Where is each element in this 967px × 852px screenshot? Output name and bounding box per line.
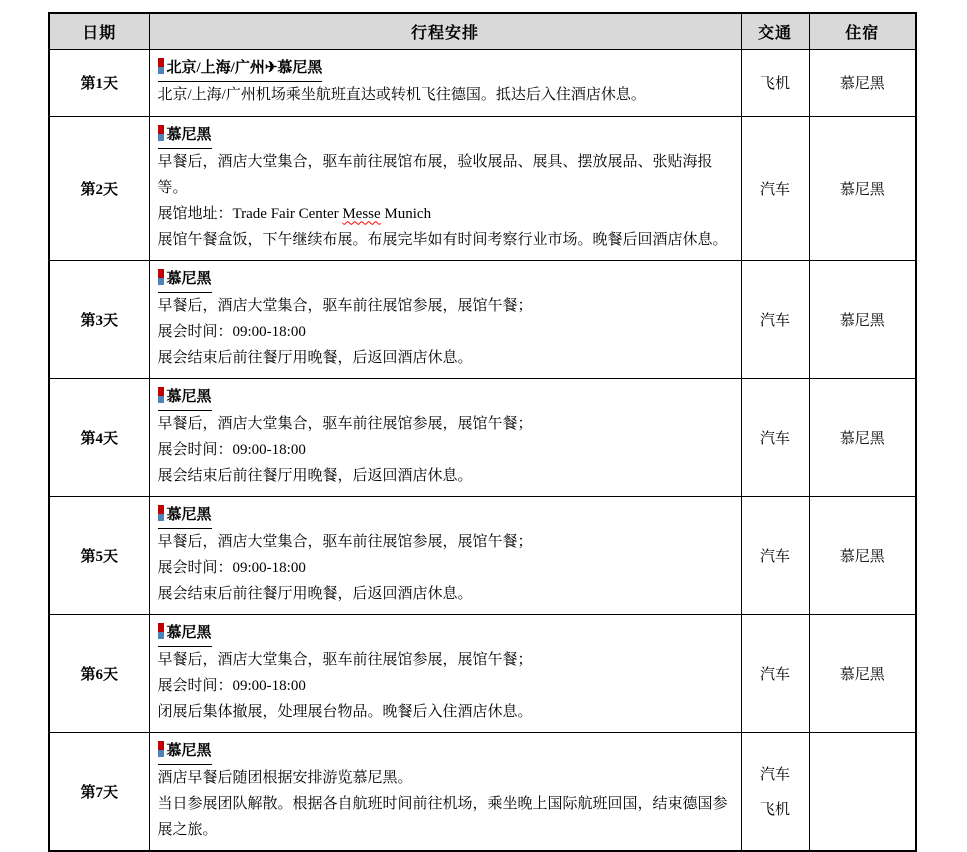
itinerary-lines: [158, 149, 733, 253]
day-label: 第6天: [80, 666, 118, 683]
itinerary-lines: [158, 529, 733, 607]
itinerary-line: 展会时间：09:00-18:00: [157, 323, 306, 340]
red-blue-marker-icon: [158, 741, 164, 757]
stay-cell: [809, 732, 916, 851]
itinerary-line: 展会结束后前往餐厅用晚餐，后返回酒店休息。: [157, 585, 473, 602]
header-row: [49, 13, 916, 49]
transport-cell: [741, 732, 809, 851]
transport-label: 汽车: [759, 767, 790, 783]
itinerary-table: [48, 12, 917, 852]
header-transport: 交通: [741, 13, 809, 49]
destination-title: 慕尼黑: [166, 388, 212, 405]
day-label: 第4天: [80, 430, 118, 447]
red-blue-marker-icon: [158, 387, 164, 403]
transport-cell: [741, 378, 809, 496]
transport-cell: [741, 496, 809, 614]
stay-cell: [809, 496, 916, 614]
destination-title: 慕尼黑: [166, 624, 212, 641]
itinerary-line: 展会时间：09:00-18:00: [157, 441, 306, 458]
red-blue-marker-icon: [158, 269, 164, 285]
stay-cell: [809, 116, 916, 260]
itinerary-lines: [158, 765, 733, 843]
table-row: [49, 49, 916, 116]
destination-title-line: [158, 266, 733, 293]
transport-cell: [741, 116, 809, 260]
stay-label: 慕尼黑: [839, 181, 885, 198]
itinerary-table-body: [49, 49, 916, 851]
day-cell: [49, 116, 149, 260]
itinerary-line: 展馆地址：Trade Fair Center Messe Munich: [157, 205, 432, 222]
itinerary-cell: [149, 116, 741, 260]
red-blue-marker-icon: [158, 58, 164, 74]
destination-title-line: [158, 738, 733, 765]
itinerary-line: 北京/上海/广州机场乘坐航班直达或转机飞往德国。抵达后入住酒店休息。: [157, 87, 646, 103]
stay-label: 慕尼黑: [839, 76, 885, 92]
itinerary-line: 展会时间：09:00-18:00: [157, 677, 306, 694]
transport-label: 汽车: [759, 181, 790, 198]
transport-label: 飞机: [759, 76, 790, 92]
stay-label: 慕尼黑: [839, 312, 885, 329]
itinerary-cell: [149, 496, 741, 614]
itinerary-line: 闭展后集体撤展，处理展台物品。晚餐后入住酒店休息。: [157, 703, 533, 720]
table-row: [49, 116, 916, 260]
table-row: [49, 732, 916, 851]
transport-label: 汽车: [759, 548, 790, 565]
itinerary-cell: [149, 378, 741, 496]
itinerary-line: 早餐后，酒店大堂集合，驱车前往展馆布展，验收展品、展具、摆放展品、张贴海报等。: [157, 153, 713, 196]
red-blue-marker-icon: [158, 505, 164, 521]
table-row: [49, 614, 916, 732]
table-header: [49, 13, 916, 49]
destination-title: 慕尼黑: [166, 506, 212, 523]
stay-label: 慕尼黑: [839, 666, 885, 683]
itinerary-line: 酒店早餐后随团根据安排游览慕尼黑。: [157, 769, 413, 786]
table-row: [49, 496, 916, 614]
misspelled-word: Messe: [342, 205, 381, 222]
stay-label: 慕尼黑: [839, 430, 885, 447]
destination-title-line: [158, 620, 733, 647]
day-cell: [49, 49, 149, 116]
transport-cell: [741, 49, 809, 116]
itinerary-line: 展会结束后前往餐厅用晚餐，后返回酒店休息。: [157, 467, 473, 484]
destination-title-line: [158, 122, 733, 149]
itinerary-cell: [149, 260, 741, 378]
itinerary-line: 早餐后，酒店大堂集合，驱车前往展馆参展，展馆午餐；: [157, 651, 533, 668]
destination-title-line: [158, 55, 733, 82]
header-itinerary: 行程安排: [149, 13, 741, 49]
header-stay: 住宿: [809, 13, 916, 49]
itinerary-line: 早餐后，酒店大堂集合，驱车前往展馆参展，展馆午餐；: [157, 533, 533, 550]
day-label: 第3天: [80, 312, 118, 329]
day-label: 第5天: [80, 548, 118, 565]
destination-title-line: [158, 384, 733, 411]
transport-label: 汽车: [759, 312, 790, 329]
header-date: 日期: [49, 13, 149, 49]
destination-title: 北京/上海/广州✈慕尼黑: [166, 60, 323, 76]
day-label: 第7天: [80, 784, 118, 801]
stay-cell: [809, 378, 916, 496]
transport-label: 飞机: [759, 802, 790, 818]
day-cell: [49, 378, 149, 496]
transport-label: 汽车: [759, 430, 790, 447]
itinerary-line: 展会时间：09:00-18:00: [157, 559, 306, 576]
transport-cell: [741, 614, 809, 732]
itinerary-cell: [149, 614, 741, 732]
day-cell: [49, 614, 149, 732]
transport-label: 汽车: [759, 666, 790, 683]
itinerary-lines: [158, 411, 733, 489]
itinerary-cell: [149, 49, 741, 116]
itinerary-line: 早餐后，酒店大堂集合，驱车前往展馆参展，展馆午餐；: [157, 297, 533, 314]
destination-title: 慕尼黑: [166, 126, 212, 143]
stay-label: 慕尼黑: [839, 548, 885, 565]
stay-cell: [809, 260, 916, 378]
destination-title: 慕尼黑: [166, 742, 212, 759]
itinerary-cell: [149, 732, 741, 851]
destination-title-line: [158, 502, 733, 529]
stay-cell: [809, 49, 916, 116]
stay-cell: [809, 614, 916, 732]
day-cell: [49, 260, 149, 378]
itinerary-lines: [158, 82, 733, 108]
itinerary-lines: [158, 647, 733, 725]
itinerary-line: 展馆午餐盒饭，下午继续布展。布展完毕如有时间考察行业市场。晚餐后回酒店休息。: [157, 231, 728, 248]
table-row: [49, 260, 916, 378]
itinerary-line: 早餐后，酒店大堂集合，驱车前往展馆参展，展馆午餐；: [157, 415, 533, 432]
red-blue-marker-icon: [158, 623, 164, 639]
day-cell: [49, 496, 149, 614]
day-cell: [49, 732, 149, 851]
table-row: [49, 378, 916, 496]
destination-title: 慕尼黑: [166, 270, 212, 287]
red-blue-marker-icon: [158, 125, 164, 141]
itinerary-lines: [158, 293, 733, 371]
transport-cell: [741, 260, 809, 378]
itinerary-line: 当日参展团队解散。根据各自航班时间前往机场，乘坐晚上国际航班回国，结束德国参展之旅。: [157, 795, 728, 838]
day-label: 第1天: [80, 76, 118, 92]
itinerary-line: 展会结束后前往餐厅用晚餐，后返回酒店休息。: [157, 349, 473, 366]
day-label: 第2天: [80, 181, 118, 198]
